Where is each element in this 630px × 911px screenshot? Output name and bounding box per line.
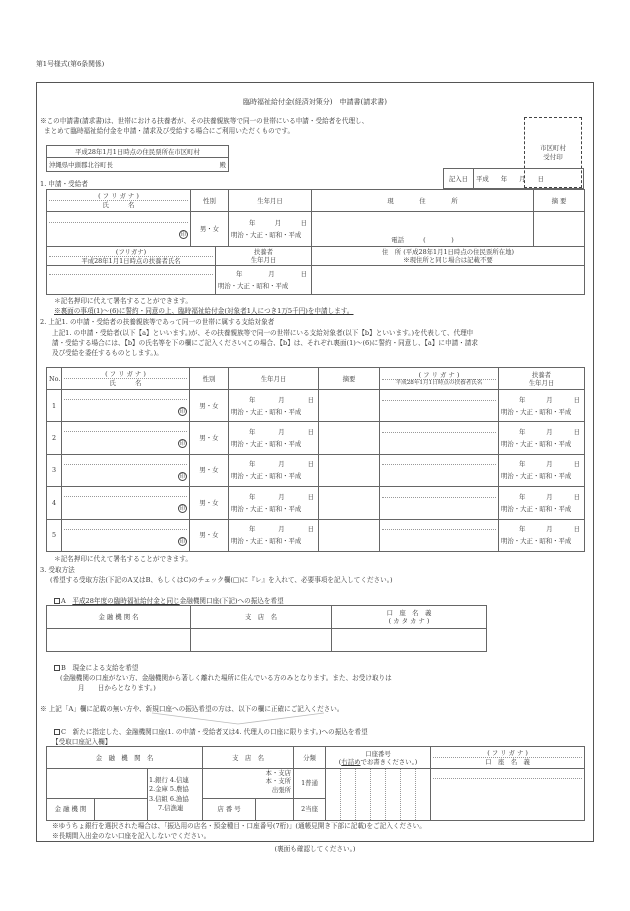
h-branch: 支 店 名 (191, 606, 332, 629)
dependent-row (47, 454, 585, 486)
intro-line-2: まとめて臨時福祉給付金を申請・請求及び受給する場合にご利用いただくものです。 (44, 127, 295, 135)
h-address: 現 住 所 (312, 190, 534, 212)
seal-icon: 印 (179, 538, 186, 545)
dependent-row (47, 519, 585, 551)
account-c-table (46, 746, 585, 821)
note-field[interactable] (319, 390, 380, 422)
m: 月 (268, 270, 275, 278)
m: 月 (278, 525, 285, 534)
d: 日 (573, 460, 580, 469)
seal-icon: 印 (179, 409, 186, 415)
bank-type-options[interactable] (148, 769, 203, 821)
furigana-line (49, 274, 213, 275)
bank-field-a[interactable] (47, 629, 191, 652)
furigana-line (64, 464, 187, 465)
bank-code-label: 金 融 機 関 (47, 798, 95, 820)
h-branch: 支 店 名 (203, 747, 294, 769)
branch-code-field[interactable] (256, 798, 294, 820)
h-holder-1: 口 座 名 義 (386, 609, 432, 617)
account-number-field[interactable] (326, 769, 431, 821)
supporter-name-field[interactable] (380, 390, 499, 422)
h-sex: 性別 (191, 190, 229, 212)
row-number: 1 (47, 390, 62, 422)
seal-icon: 印 (179, 441, 186, 448)
row-number: 3 (47, 454, 62, 486)
checkbox-c[interactable] (54, 729, 60, 735)
sign-note-1: ＊記名押印に代えて署名することができます。 (54, 297, 192, 305)
footnote-1: ※ゆうちょ銀行を選択された場合は、「振込用の店名・預金種目・口座番号(7桁)」(通帳見開き下部に記載)をご記入ください。 (52, 822, 426, 830)
note-field[interactable] (319, 422, 380, 454)
h-type: 分類 (294, 747, 326, 769)
stamp-label-1: 市区町村 (540, 144, 566, 153)
intro-line-1: ※この申請書(請求書)は、世帯における扶養者が、その扶養親族等で同一の世帯にいる申請・受給者を代理し、 (40, 117, 369, 125)
h-furigana: ( フ リ ガ ナ ) (49, 192, 188, 201)
h-bank: 金 融 機 関 名 (47, 606, 191, 629)
h-acct-right: 右詰め (341, 757, 361, 766)
sex-select[interactable]: 男・女 (190, 422, 229, 454)
h-sex: 性別 (190, 368, 229, 390)
d: 日 (300, 219, 307, 227)
h-acct-rest: でお書きください。) (360, 757, 418, 766)
furigana-line (49, 222, 188, 223)
section2-title: 2. 上記1. の申請・受給者の扶養親族等であって同一の世帯に属する支給対象者 (40, 318, 275, 326)
furigana-line (64, 529, 187, 530)
m: 月 (546, 428, 553, 437)
seal-icon: 印 (179, 506, 186, 513)
y: 年 (519, 428, 526, 437)
option-b[interactable] (54, 664, 138, 672)
era-options: 明治・大正・昭和・平成 (231, 472, 302, 481)
d: 日 (307, 395, 314, 404)
name-field[interactable] (62, 390, 190, 422)
dependent-row (47, 390, 585, 422)
name-field[interactable] (62, 422, 190, 454)
section2-desc-1: 上記1. の申請・受給者(以下【a】といいます。)が、その扶養親族等で同一の世帯にいる支給対象者(以下【b】といいます。)を代表して、代理申 (52, 329, 474, 337)
furigana-line (382, 400, 496, 401)
era-options: 明治・大正・昭和・平成 (231, 407, 302, 416)
name-field[interactable] (62, 487, 190, 519)
h-supporter-address (312, 247, 585, 266)
m: 月 (278, 428, 285, 437)
h-furigana: ( フ リ ガ ナ ) (433, 749, 582, 758)
h-sup-dob1: 扶養者 (253, 248, 274, 256)
seal-icon: 印 (179, 473, 186, 480)
notice: ※ 上記「A」欄に記載の無い方や、新規口座への振込希望の方は、以下の欄に正確にご記入ください。 (40, 705, 344, 713)
entry-date (443, 168, 584, 189)
name-field[interactable] (62, 519, 190, 551)
era-options: 明治・大正・昭和・平成 (501, 504, 572, 513)
note-field[interactable] (319, 454, 380, 486)
row-number: 4 (47, 487, 62, 519)
supporter-dob-field[interactable] (499, 519, 585, 551)
dependents-table (46, 367, 585, 552)
y: 年 (236, 270, 243, 278)
footnote-2: ※長期間入出金のない口座を記入しないでください。 (52, 832, 211, 840)
municipality-name: 沖縄県中頭郡北谷町長 (49, 160, 113, 169)
row-number: 5 (47, 519, 62, 551)
supporter-dob-field[interactable] (499, 422, 585, 454)
option-a[interactable] (54, 597, 284, 605)
pledge: ※裏面の事項(1)～(6)に誓約・同意の上、臨時福祉給付金(対象者1人につき1万5千円)を申請します。 (54, 307, 354, 315)
branch-name-field[interactable] (203, 769, 294, 799)
sign-note-2: ＊記名押印に代えて署名することができます。 (54, 555, 192, 563)
bank-type-3: 3.信組 6.漁協 (149, 794, 189, 803)
h-sup-addr1: 住 所 (平成28年1月1日時点の住民票所在地) (382, 248, 514, 256)
m: 月 (274, 219, 282, 227)
d: 日 (307, 460, 314, 469)
h-holder (332, 606, 487, 629)
furigana-line (382, 529, 496, 530)
option-b-note-1: (金融機関の口座がない方、金融機関から著しく離れた場所に住んでいる方のみとなります。また、お受け取りは (60, 674, 392, 682)
dob-field[interactable] (229, 454, 319, 486)
bank-type-1: 1.銀行 4.信連 (149, 775, 189, 784)
h-name (47, 190, 191, 212)
bank-type-2: 2.金庫 5.農協 (149, 785, 189, 794)
era-options: 明治・大正・昭和・平成 (501, 537, 572, 546)
sex-select[interactable]: 男・女 (190, 390, 229, 422)
d: 日 (307, 492, 314, 501)
m: 月 (278, 395, 285, 404)
m: 月 (278, 492, 285, 501)
h-acct-paren: ( (338, 757, 342, 766)
option-a-underlined: 平成28年度の臨時福祉給付金と同じ (72, 597, 180, 605)
month-label: 月 (519, 174, 526, 183)
account-holder-field[interactable] (431, 769, 585, 821)
m: 月 (546, 492, 553, 501)
furigana-line (382, 497, 496, 498)
furigana-line (382, 432, 496, 433)
h-account-number (326, 747, 431, 769)
furigana-line (64, 399, 187, 400)
d: 日 (573, 492, 580, 501)
dob-field[interactable] (229, 212, 312, 247)
supporter-name-field[interactable] (380, 519, 499, 551)
h-dob: 生年月日 (229, 368, 319, 390)
supporter-dob-field[interactable] (216, 266, 312, 295)
branch-code-label: 店 番 号 (203, 798, 256, 820)
h-furigana: ( フ リ ガ ナ ) (64, 370, 187, 379)
bank-code-field[interactable] (95, 798, 148, 820)
dob-field[interactable] (229, 519, 319, 551)
seal-icon: 印 (180, 232, 187, 238)
era-options: 明治・大正・昭和・平成 (501, 407, 572, 416)
sex-select[interactable]: 男・女 (190, 454, 229, 486)
h-sup-addr2: ※現住所と同じ場合は記載不要 (403, 256, 493, 264)
h-note: 摘要 (319, 368, 380, 390)
h-holder-label: 口 座 名 義 (485, 758, 530, 766)
h-sup-dob1: 扶養者 (531, 370, 552, 379)
furigana-line (382, 464, 496, 465)
holder-field-a[interactable] (332, 629, 487, 652)
furigana-line (64, 496, 187, 497)
y: 年 (249, 219, 256, 227)
dependent-row (47, 487, 585, 519)
d: 日 (307, 428, 314, 437)
h-name-label: 氏 名 (102, 201, 135, 209)
h-sup-dob2: 生年月日 (528, 378, 555, 387)
option-a-mark: A (61, 597, 66, 605)
name-field[interactable] (62, 454, 190, 486)
phone-label: 電話 ( ) (391, 236, 454, 244)
era-options: 明治・大正・昭和・平成 (231, 537, 302, 546)
supporter-address-field[interactable] (312, 266, 585, 295)
branch-type-1: 本・支店 (265, 769, 292, 777)
h-sup-dob2: 生年月日 (250, 256, 277, 264)
h-supporter-dob (216, 247, 312, 266)
note-field[interactable] (319, 519, 380, 551)
h-sup-name: 平成28年1月1日時点の扶養者氏名 (81, 256, 181, 265)
m: 月 (278, 460, 285, 469)
form-number: 第1号様式(第6条関係) (36, 60, 105, 68)
dob-field[interactable] (229, 487, 319, 519)
h-note: 摘 要 (534, 190, 585, 212)
checkbox-a[interactable] (54, 598, 60, 604)
municipality-box (46, 145, 229, 172)
h-supporter-dob (499, 368, 585, 390)
checkbox-b[interactable] (54, 665, 60, 671)
d: 日 (573, 395, 580, 404)
m: 月 (546, 395, 553, 404)
bank-type-4: 7.信漁連 (158, 803, 184, 812)
back-note: (裏面も確認してください。) (274, 845, 356, 853)
dob-field[interactable] (229, 422, 319, 454)
h-name-label: 氏 名 (109, 379, 142, 387)
h-acct-1: 口座番号 (365, 749, 391, 758)
entry-date-label: 記入日 (444, 169, 474, 189)
sex-select[interactable]: 男・女 (190, 519, 229, 551)
section1-title: 1. 申請・受給者 (40, 180, 88, 188)
y: 年 (519, 525, 526, 534)
era-options: 明治・大正・昭和・平成 (218, 282, 289, 290)
y: 年 (249, 460, 256, 469)
y: 年 (249, 395, 256, 404)
option-b-label: B 現金による支給を希望 (61, 664, 139, 672)
h-sup-furigana: (フリガナ) (49, 248, 213, 257)
era-options: 明治・大正・昭和・平成 (231, 504, 302, 513)
year-label: 年 (500, 174, 508, 183)
era-label: 平成 (476, 174, 489, 183)
h-sup-furigana: ( フ リ ガ ナ ) (382, 371, 496, 380)
branch-field-a[interactable] (191, 629, 332, 652)
form-title: 臨時福祉給付金(経済対策分) 申請書(請求書) (243, 98, 387, 106)
sex-select[interactable]: 男・女 (190, 487, 229, 519)
section3-desc: (希望する受取方法(下記のA又はB、もしくはC)のチェック欄(□)に『レ』を入れて、必要事項を記入してください。) (50, 576, 393, 584)
era-options: 明治・大正・昭和・平成 (231, 440, 302, 449)
era-options: 明治・大正・昭和・平成 (231, 231, 302, 239)
h-holder (431, 747, 585, 769)
account-a-table (46, 605, 487, 652)
supporter-name-field[interactable] (380, 487, 499, 519)
h-dob: 生年月日 (229, 190, 312, 212)
supporter-dob-field[interactable] (499, 487, 585, 519)
era-options: 明治・大正・昭和・平成 (501, 440, 572, 449)
supporter-name-field[interactable] (47, 266, 216, 295)
h-holder-2: ( カ タ カ ナ ) (388, 617, 430, 625)
h-supporter (380, 368, 499, 390)
y: 年 (249, 525, 256, 534)
section2-desc-3: 及び受給を委任するものとします。)。 (52, 349, 163, 357)
h-bank: 金 融 機 関 名 (47, 747, 203, 769)
branch-type-3: 出張所 (271, 785, 292, 794)
bank-name-field[interactable] (47, 769, 148, 799)
d: 日 (307, 525, 314, 534)
y: 年 (519, 460, 526, 469)
h-sup-name: 平成28年1月1日時点の扶養者氏名 (395, 379, 483, 386)
furigana-line (64, 431, 187, 432)
applicant-table (46, 189, 585, 247)
m: 月 (546, 525, 553, 534)
d: 日 (573, 428, 580, 437)
section3-title: 3. 受取方法 (40, 566, 75, 574)
dob-field[interactable] (229, 390, 319, 422)
note-field[interactable] (319, 487, 380, 519)
m: 月 (546, 460, 553, 469)
type-current[interactable]: 2当座 (294, 798, 326, 820)
sex-select[interactable]: 男・女 (191, 212, 229, 247)
dependent-row (47, 422, 585, 454)
era-options: 明治・大正・昭和・平成 (501, 472, 572, 481)
supporter-name-field[interactable] (380, 454, 499, 486)
furigana-line (433, 778, 582, 779)
option-c-label: C 新たに指定した、金融機関口座(1. の申請・受給者又は4. 代理人の口座に限ります。)への振込を希望 (61, 728, 368, 736)
section2-desc-2: 請・受給する場合には、【b】の氏名等を下の欄にご記入ください(この場合、【b】は、それぞれ裏面(1)～(6)に誓約・同意し、【a】に申請・請求 (52, 339, 478, 347)
applicant-name-field[interactable] (47, 212, 191, 247)
row-number: 2 (47, 422, 62, 454)
option-b-note-2: 月 日からとなります。) (78, 684, 156, 692)
arrow-down-icon (150, 712, 330, 726)
supporter-dob-field[interactable] (499, 390, 585, 422)
address-field[interactable] (312, 212, 534, 247)
y: 年 (249, 428, 256, 437)
day-label: 日 (537, 174, 544, 183)
supporter-table (46, 246, 585, 295)
d: 日 (573, 525, 580, 534)
y: 年 (249, 492, 256, 501)
note-field[interactable] (534, 212, 585, 247)
type-ordinary[interactable]: 1普通 (294, 769, 326, 799)
honorific: 殿 (219, 160, 226, 169)
option-c[interactable] (54, 728, 368, 736)
municipality-header: 平成28年1月1日時点の住民票所在市区町村 (47, 146, 229, 158)
y: 年 (519, 395, 526, 404)
stamp-label-2: 受付印 (543, 152, 563, 161)
h-supporter-name (47, 247, 216, 266)
h-no: No. (47, 368, 62, 390)
account-c-label: 【受取口座記入欄】 (52, 738, 112, 746)
municipality-name-cell (47, 158, 229, 172)
h-name (62, 368, 190, 390)
branch-type-2: 本・支所 (265, 777, 292, 786)
option-a-label: 金融機関口座(下記)への振込を希望 (179, 597, 284, 605)
d: 日 (300, 270, 307, 278)
entry-date-field[interactable] (474, 169, 584, 189)
y: 年 (519, 492, 526, 501)
supporter-dob-field[interactable] (499, 454, 585, 486)
supporter-name-field[interactable] (380, 422, 499, 454)
